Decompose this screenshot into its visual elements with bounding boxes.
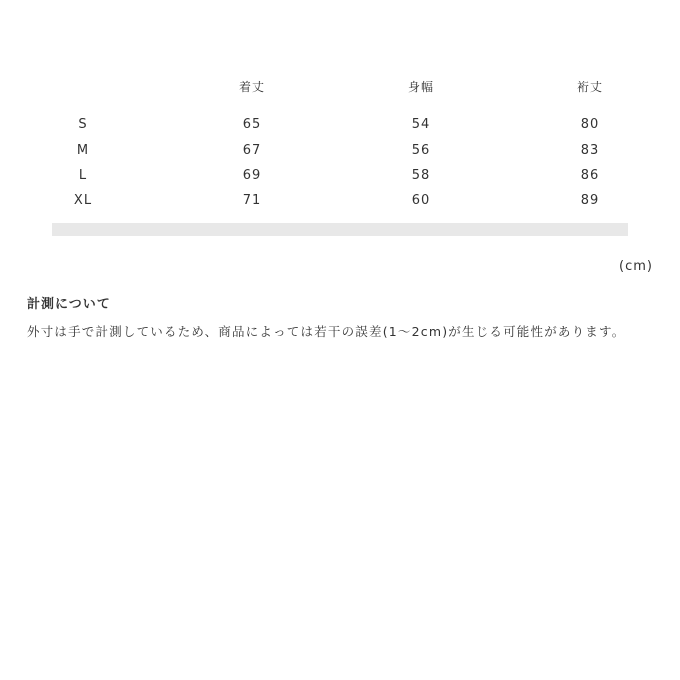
row-size-label: XL <box>73 193 93 208</box>
unit-label: (cm) <box>619 259 653 274</box>
measurement-note-heading: 計測について <box>27 297 111 312</box>
table-cell: 80 <box>580 117 600 132</box>
table-cell: 69 <box>242 168 262 183</box>
table-cell: 86 <box>580 168 600 183</box>
table-cell: 71 <box>242 193 262 208</box>
table-cell: 56 <box>411 143 431 158</box>
table-footer-bar <box>52 223 628 236</box>
row-size-label: S <box>78 117 88 132</box>
table-cell: 83 <box>580 143 600 158</box>
table-cell: 67 <box>242 143 262 158</box>
header-sleeve: 裄丈 <box>576 80 604 94</box>
row-size-label: L <box>78 168 88 183</box>
table-cell: 65 <box>242 117 262 132</box>
table-cell: 58 <box>411 168 431 183</box>
table-cell: 89 <box>580 193 600 208</box>
table-cell: 60 <box>411 193 431 208</box>
measurement-note-text: 外寸は手で計測しているため、商品によっては若干の誤差(1〜2cm)が生じる可能性があります。 <box>27 324 626 339</box>
row-size-label: M <box>76 143 90 158</box>
header-width: 身幅 <box>407 80 435 94</box>
table-cell: 54 <box>411 117 431 132</box>
header-length: 着丈 <box>238 80 266 94</box>
